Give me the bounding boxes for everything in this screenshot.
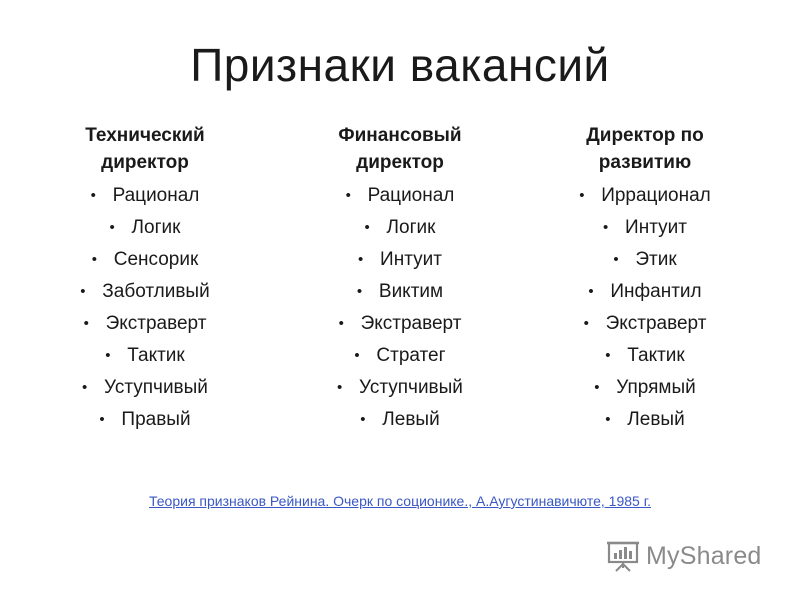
list-item-text: Логик	[131, 217, 181, 238]
bullet-icon: •	[579, 187, 585, 204]
trait-list	[30, 180, 260, 436]
column-header-line2: развитию	[598, 152, 692, 173]
list-item	[30, 180, 260, 212]
column-header	[30, 122, 260, 178]
list-item	[530, 404, 760, 436]
list-item	[30, 276, 260, 308]
bullet-icon: •	[354, 347, 360, 364]
list-item-text: Интуит	[380, 249, 442, 270]
column-header	[530, 122, 760, 178]
bullet-icon: •	[337, 379, 343, 396]
list-item-text: Экстраверт	[605, 313, 707, 334]
list-item	[285, 212, 515, 244]
list-item	[530, 308, 760, 340]
trait-list	[530, 180, 760, 436]
list-item-text: Уступчивый	[359, 377, 463, 398]
list-item	[285, 276, 515, 308]
trait-list	[285, 180, 515, 436]
list-item	[285, 180, 515, 212]
list-item	[285, 340, 515, 372]
bullet-icon: •	[594, 379, 600, 396]
bullet-icon: •	[83, 315, 89, 332]
list-item	[530, 212, 760, 244]
list-item-text: Тактик	[127, 345, 185, 366]
list-item-text: Иррационал	[601, 185, 711, 206]
bullet-icon: •	[364, 219, 370, 236]
bullet-icon: •	[105, 347, 111, 364]
list-item-text: Тактик	[627, 345, 685, 366]
list-item-text: Стратег	[376, 345, 446, 366]
list-item	[530, 340, 760, 372]
presentation-board-icon	[606, 539, 640, 573]
column-financial-director	[285, 122, 515, 436]
column-technical-director	[30, 122, 260, 436]
column-header-line1: Финансовый	[338, 125, 462, 146]
myshared-watermark[interactable]	[606, 536, 762, 576]
list-item-text: Этик	[635, 249, 677, 270]
column-development-director	[530, 122, 760, 436]
list-item	[530, 244, 760, 276]
list-item-text: Уступчивый	[104, 377, 208, 398]
list-item-text: Инфантил	[610, 281, 702, 302]
column-header-line1: Технический	[85, 125, 205, 146]
bullet-icon: •	[360, 411, 366, 428]
list-item-text: Интуит	[625, 217, 687, 238]
list-item-text: Экстраверт	[105, 313, 207, 334]
bullet-icon: •	[583, 315, 589, 332]
list-item	[30, 404, 260, 436]
list-item	[285, 244, 515, 276]
list-item-text: Логик	[386, 217, 436, 238]
bullet-icon: •	[605, 411, 611, 428]
list-item	[30, 372, 260, 404]
list-item-text: Рационал	[367, 185, 455, 206]
bullet-icon: •	[99, 411, 105, 428]
list-item-text: Сенсорик	[113, 249, 199, 270]
slide-title: Признаки вакансий	[190, 39, 610, 91]
list-item	[285, 372, 515, 404]
bullet-icon: •	[345, 187, 351, 204]
list-item-text: Левый	[627, 409, 685, 430]
list-item	[530, 180, 760, 212]
watermark-text: MyShared	[646, 541, 762, 570]
bullet-icon: •	[338, 315, 344, 332]
bullet-icon: •	[356, 283, 363, 300]
column-header-line2: директор	[356, 152, 444, 173]
list-item-text: Левый	[382, 409, 440, 430]
list-item	[285, 308, 515, 340]
bullet-icon: •	[90, 187, 96, 204]
list-item	[530, 372, 760, 404]
list-item	[285, 404, 515, 436]
column-header-line2: директор	[101, 152, 189, 173]
bullet-icon: •	[603, 219, 609, 236]
list-item	[30, 340, 260, 372]
list-item-text: Рационал	[112, 185, 200, 206]
list-item-text: Виктим	[378, 281, 444, 302]
bullet-icon: •	[109, 219, 115, 236]
list-item-text: Заботливый	[102, 281, 210, 302]
list-item	[30, 244, 260, 276]
bullet-icon: •	[605, 347, 611, 364]
list-item-text: Экстраверт	[360, 313, 462, 334]
bullet-icon: •	[358, 251, 364, 268]
list-item-text: Правый	[121, 409, 191, 430]
bullet-icon: •	[588, 283, 594, 300]
list-item-text: Упрямый	[616, 377, 696, 398]
list-item	[30, 308, 260, 340]
column-header-line1: Директор по	[586, 125, 704, 146]
bullet-icon: •	[80, 283, 86, 300]
bullet-icon: •	[91, 251, 97, 268]
bullet-icon: •	[613, 251, 619, 268]
source-reference-link[interactable]: Теория признаков Рейнина. Очерк по соционике., А.Аугустинавичюте, 1985 г.	[149, 493, 651, 509]
bullet-icon: •	[82, 379, 88, 396]
list-item	[30, 212, 260, 244]
list-item	[530, 276, 760, 308]
column-header	[285, 122, 515, 178]
